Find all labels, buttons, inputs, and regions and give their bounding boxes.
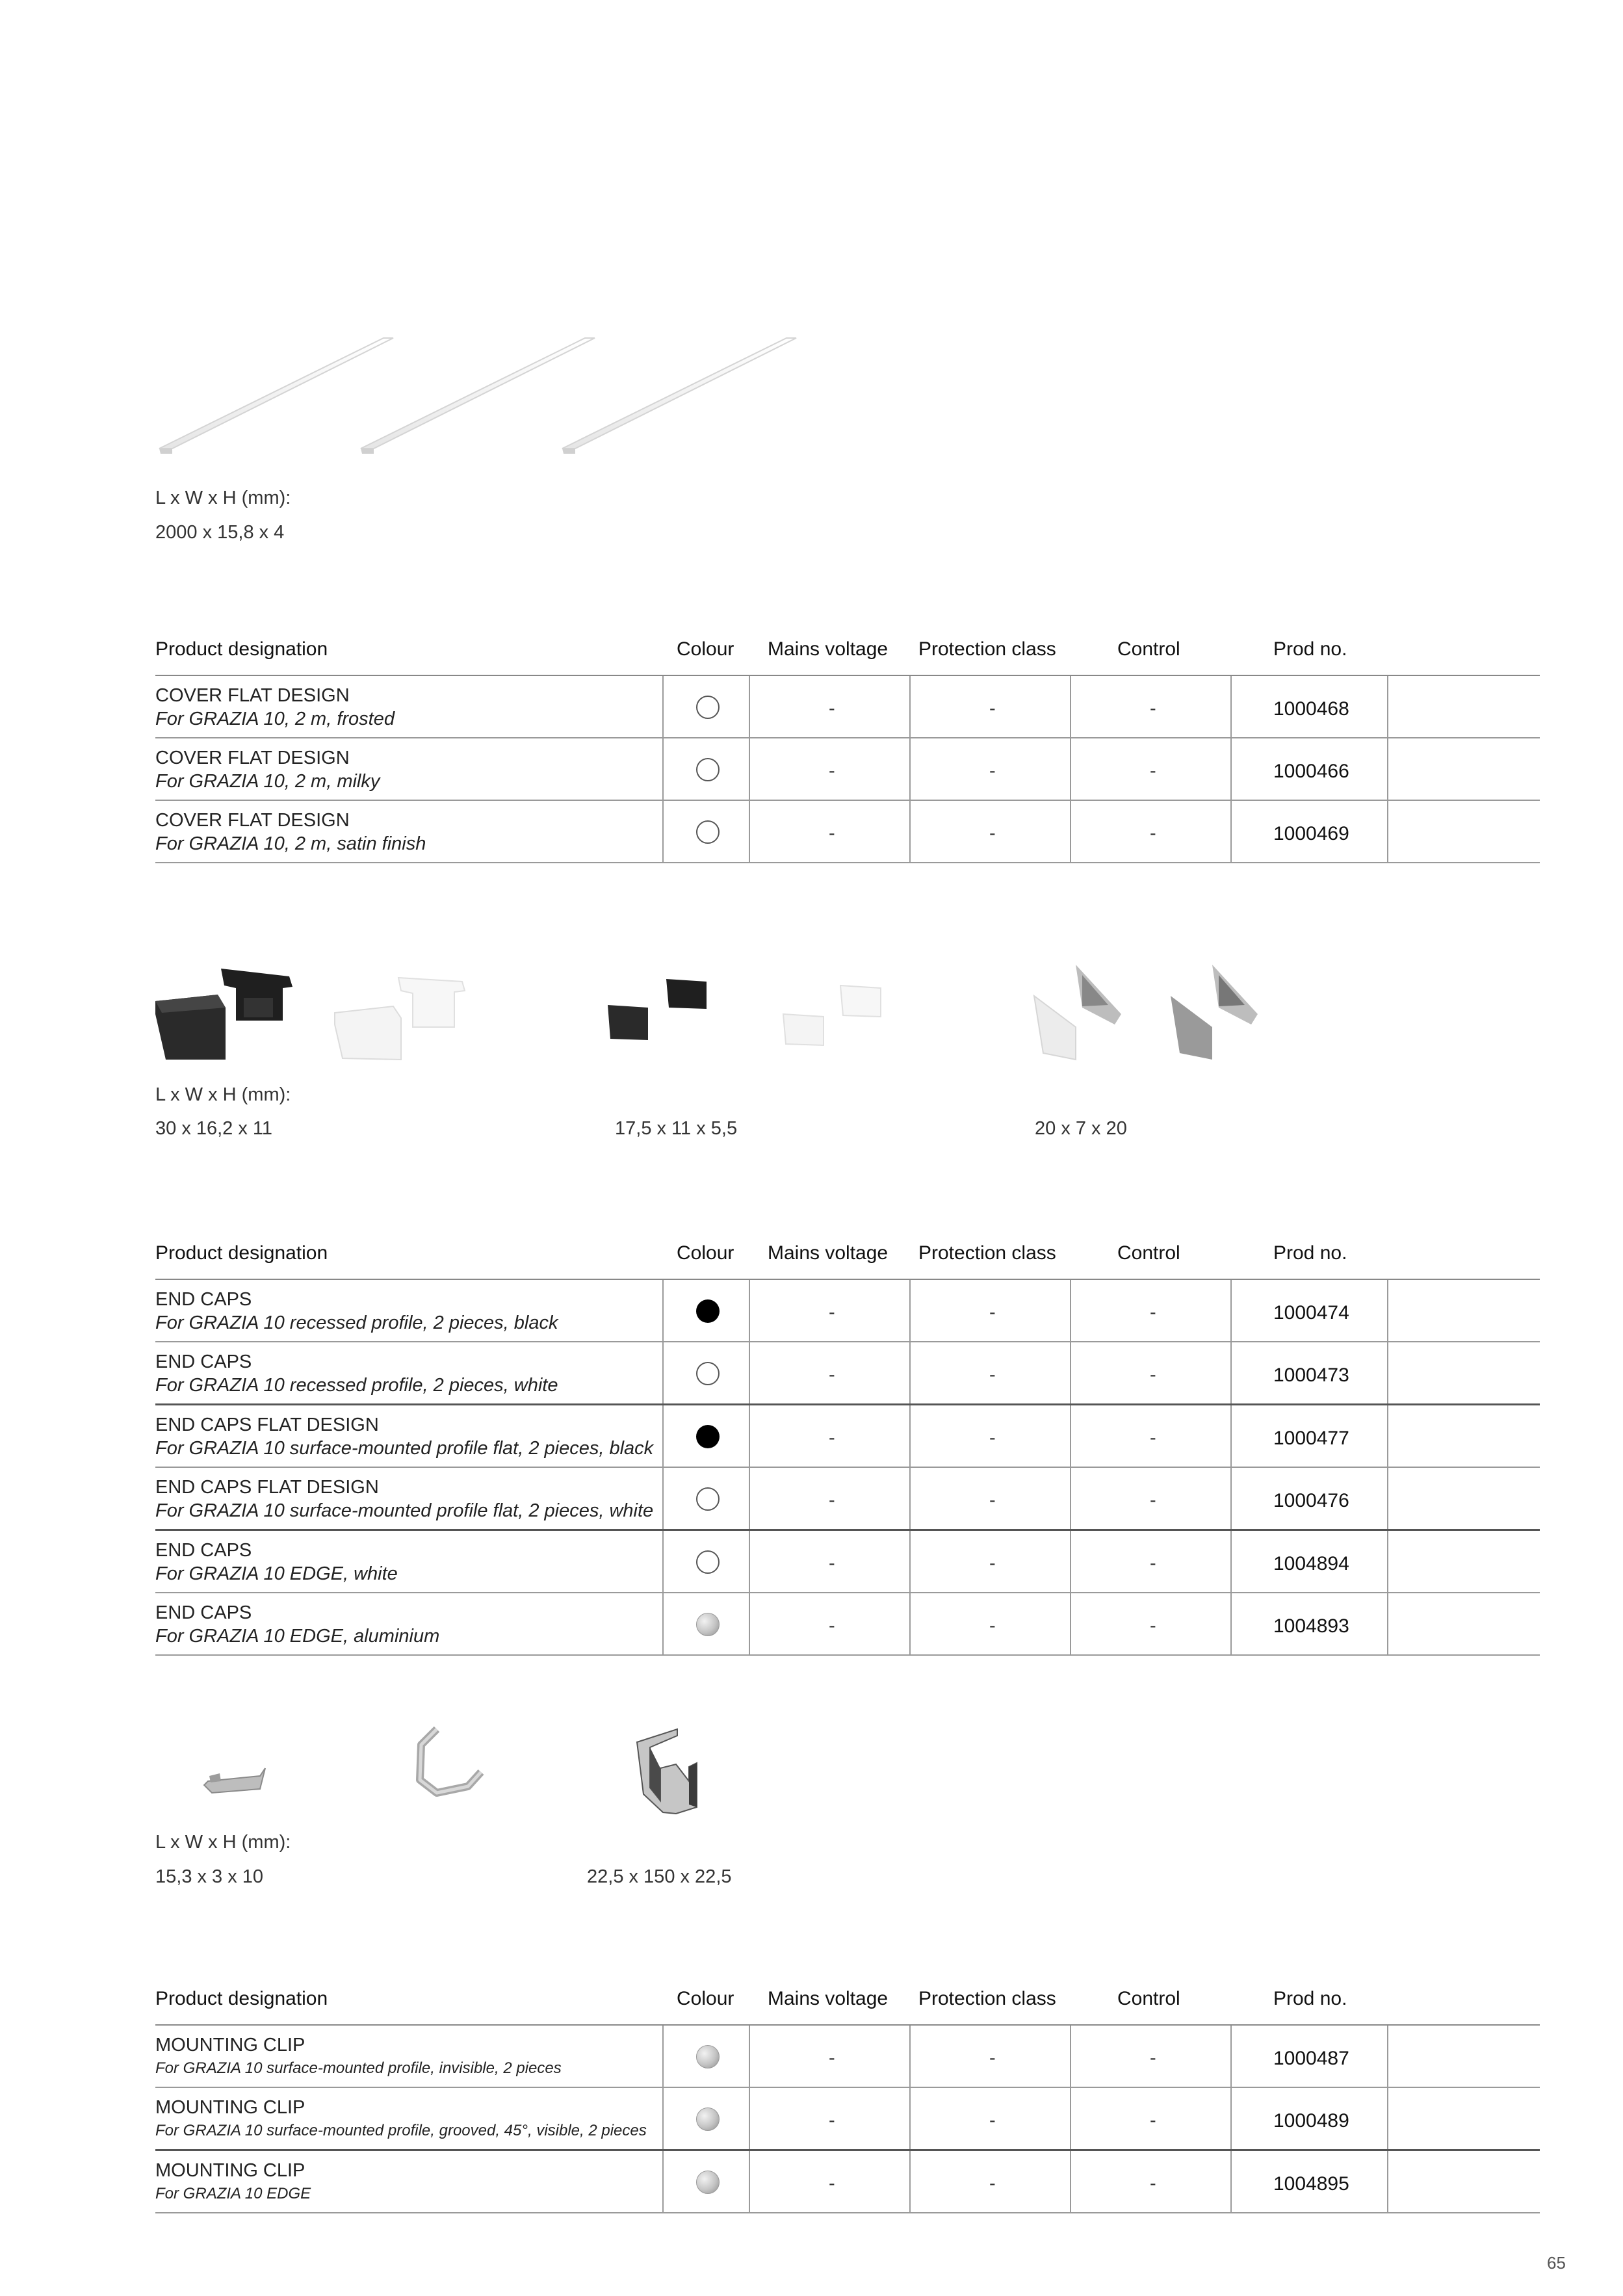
product-name: END CAPS FLAT DESIGN: [155, 1415, 379, 1435]
header-colour: Colour: [677, 638, 734, 660]
product-detail: For GRAZIA 10 recessed profile, 2 pieces, white: [155, 1375, 558, 1396]
colour-white-icon: [696, 820, 720, 844]
cover-profile-satin: [562, 338, 796, 454]
table-row: [155, 738, 1540, 801]
control-value: -: [1150, 1553, 1156, 1574]
table-row: [155, 676, 1540, 738]
control-value: -: [1150, 761, 1156, 781]
control-value: -: [1150, 1364, 1156, 1385]
product-name: MOUNTING CLIP: [155, 2035, 305, 2055]
end-cap-edge-white: [1034, 965, 1121, 1060]
product-detail: For GRAZIA 10, 2 m, milky: [155, 771, 380, 792]
header-colour: Colour: [677, 1242, 734, 1264]
control-value: -: [1150, 2173, 1156, 2194]
end-cap-recessed-black: [155, 969, 292, 1060]
mains-voltage-value: -: [829, 1302, 835, 1323]
colour-aluminium-icon: [696, 2045, 720, 2068]
dimensions-value: 2000 x 15,8 x 4: [155, 522, 285, 543]
dimensions-value: 15,3 x 3 x 10: [155, 1866, 264, 1887]
product-detail: For GRAZIA 10, 2 m, frosted: [155, 709, 395, 729]
protection-class-value: -: [989, 1364, 996, 1385]
end-cap-recessed-white: [335, 978, 465, 1060]
protection-class-value: -: [989, 1490, 996, 1511]
mounting-clip-invisible: [204, 1768, 265, 1793]
dimensions-value: 30 x 16,2 x 11: [155, 1118, 273, 1139]
mains-voltage-value: -: [829, 823, 835, 844]
prod-no: 1000476: [1273, 1490, 1349, 1511]
mounting-clip-visible: [420, 1729, 481, 1793]
protection-class-value: -: [989, 2048, 996, 2068]
prod-no: 1000474: [1273, 1302, 1349, 1324]
product-detail: For GRAZIA 10 surface-mounted profile flat, 2 pieces, white: [155, 1500, 654, 1521]
table-header: [155, 1220, 1540, 1280]
product-name: END CAPS FLAT DESIGN: [155, 1477, 379, 1498]
dimensions-value: 20 x 7 x 20: [1035, 1118, 1127, 1139]
mains-voltage-value: -: [829, 2110, 835, 2131]
header-mains-voltage: Mains voltage: [768, 1242, 889, 1264]
cover-profile-milky: [361, 338, 595, 454]
table-row: [155, 2026, 1540, 2088]
end-caps-image: [153, 962, 1323, 1066]
colour-white-icon: [696, 1487, 720, 1511]
protection-class-value: -: [989, 2110, 996, 2131]
header-prod-no: Prod no.: [1273, 1242, 1347, 1264]
dimensions-label: L x W x H (mm):: [155, 1832, 291, 1853]
table-row: [155, 1531, 1540, 1593]
product-table-covers: [155, 616, 1540, 863]
colour-white-icon: [696, 1362, 720, 1385]
mains-voltage-value: -: [829, 1428, 835, 1448]
mounting-clips-image: [195, 1716, 780, 1827]
prod-no: 1000469: [1273, 823, 1349, 844]
mains-voltage-value: -: [829, 1553, 835, 1574]
protection-class-value: -: [989, 1615, 996, 1636]
table-header: [155, 1966, 1540, 2026]
product-name: END CAPS: [155, 1540, 252, 1561]
table-row: [155, 1468, 1540, 1531]
protection-class-value: -: [989, 1302, 996, 1323]
prod-no: 1004895: [1273, 2173, 1349, 2195]
mains-voltage-value: -: [829, 1490, 835, 1511]
header-control: Control: [1117, 1242, 1180, 1264]
mounting-clip-edge: [637, 1729, 697, 1814]
header-colour: Colour: [677, 1988, 734, 2009]
protection-class-value: -: [989, 2173, 996, 2194]
product-detail: For GRAZIA 10 surface-mounted profile, grooved, 45°, visible, 2 pieces: [155, 2122, 647, 2139]
product-name: MOUNTING CLIP: [155, 2097, 305, 2118]
header-protection-class: Protection class: [918, 1988, 1056, 2009]
prod-no: 1000473: [1273, 1364, 1349, 1386]
cover-profile-frosted: [159, 338, 393, 454]
colour-aluminium-icon: [696, 2171, 720, 2194]
mains-voltage-value: -: [829, 698, 835, 719]
header-protection-class: Protection class: [918, 638, 1056, 660]
control-value: -: [1150, 2048, 1156, 2068]
mains-voltage-value: -: [829, 1364, 835, 1385]
cover-profiles-image: [153, 332, 803, 462]
mains-voltage-value: -: [829, 2048, 835, 2068]
product-detail: For GRAZIA 10 recessed profile, 2 pieces, black: [155, 1312, 558, 1333]
control-value: -: [1150, 2110, 1156, 2131]
product-detail: For GRAZIA 10 surface-mounted profile, invisible, 2 pieces: [155, 2059, 562, 2077]
colour-black-icon: [696, 1299, 720, 1323]
header-prod-no: Prod no.: [1273, 1988, 1347, 2009]
table-row: [155, 801, 1540, 863]
end-cap-flat-white: [783, 985, 881, 1045]
colour-white-icon: [696, 1550, 720, 1574]
prod-no: 1004894: [1273, 1553, 1349, 1574]
mains-voltage-value: -: [829, 761, 835, 781]
colour-white-icon: [696, 758, 720, 781]
protection-class-value: -: [989, 823, 996, 844]
control-value: -: [1150, 1428, 1156, 1448]
protection-class-value: -: [989, 1553, 996, 1574]
table-row: [155, 2088, 1540, 2151]
table-row: [155, 1593, 1540, 1656]
colour-white-icon: [696, 696, 720, 719]
control-value: -: [1150, 1490, 1156, 1511]
product-table-mounting-clips: [155, 1966, 1540, 2213]
end-cap-flat-black: [608, 979, 707, 1040]
product-detail: For GRAZIA 10 EDGE, white: [155, 1563, 398, 1584]
table-row: [155, 1405, 1540, 1468]
prod-no: 1000487: [1273, 2048, 1349, 2069]
table-row: [155, 1342, 1540, 1405]
product-detail: For GRAZIA 10 surface-mounted profile flat, 2 pieces, black: [155, 1438, 654, 1459]
control-value: -: [1150, 1302, 1156, 1323]
dimensions-label: L x W x H (mm):: [155, 488, 291, 508]
prod-no: 1000466: [1273, 761, 1349, 782]
header-control: Control: [1117, 1988, 1180, 2009]
product-name: MOUNTING CLIP: [155, 2160, 305, 2181]
product-name: END CAPS: [155, 1351, 252, 1372]
header-protection-class: Protection class: [918, 1242, 1056, 1264]
dimensions-value: 17,5 x 11 x 5,5: [615, 1118, 738, 1139]
prod-no: 1000477: [1273, 1428, 1349, 1449]
header-control: Control: [1117, 638, 1180, 660]
header-product-designation: Product designation: [155, 1242, 328, 1264]
header-mains-voltage: Mains voltage: [768, 638, 889, 660]
protection-class-value: -: [989, 761, 996, 781]
table-row: [155, 1280, 1540, 1342]
product-name: COVER FLAT DESIGN: [155, 685, 350, 706]
header-product-designation: Product designation: [155, 1988, 328, 2009]
product-detail: For GRAZIA 10 EDGE, aluminium: [155, 1626, 440, 1647]
product-name: END CAPS: [155, 1602, 252, 1623]
prod-no: 1000489: [1273, 2110, 1349, 2132]
mains-voltage-value: -: [829, 1615, 835, 1636]
header-product-designation: Product designation: [155, 638, 328, 660]
product-detail: For GRAZIA 10, 2 m, satin finish: [155, 833, 426, 854]
prod-no: 1000468: [1273, 698, 1349, 720]
colour-aluminium-icon: [696, 1613, 720, 1636]
colour-aluminium-icon: [696, 2107, 720, 2131]
control-value: -: [1150, 823, 1156, 844]
prod-no: 1004893: [1273, 1615, 1349, 1637]
product-detail: For GRAZIA 10 EDGE: [155, 2185, 311, 2202]
mains-voltage-value: -: [829, 2173, 835, 2194]
control-value: -: [1150, 1615, 1156, 1636]
product-name: COVER FLAT DESIGN: [155, 748, 350, 768]
table-header: [155, 616, 1540, 676]
control-value: -: [1150, 698, 1156, 719]
product-table-end-caps: [155, 1220, 1540, 1656]
end-cap-edge-aluminium: [1171, 965, 1258, 1060]
protection-class-value: -: [989, 698, 996, 719]
header-mains-voltage: Mains voltage: [768, 1988, 889, 2009]
colour-black-icon: [696, 1425, 720, 1448]
dimensions-value: 22,5 x 150 x 22,5: [587, 1866, 732, 1887]
product-name: END CAPS: [155, 1289, 252, 1310]
product-name: COVER FLAT DESIGN: [155, 810, 350, 831]
header-prod-no: Prod no.: [1273, 638, 1347, 660]
dimensions-label: L x W x H (mm):: [155, 1084, 291, 1105]
page-number: 65: [1547, 2253, 1566, 2273]
table-row: [155, 2151, 1540, 2213]
protection-class-value: -: [989, 1428, 996, 1448]
